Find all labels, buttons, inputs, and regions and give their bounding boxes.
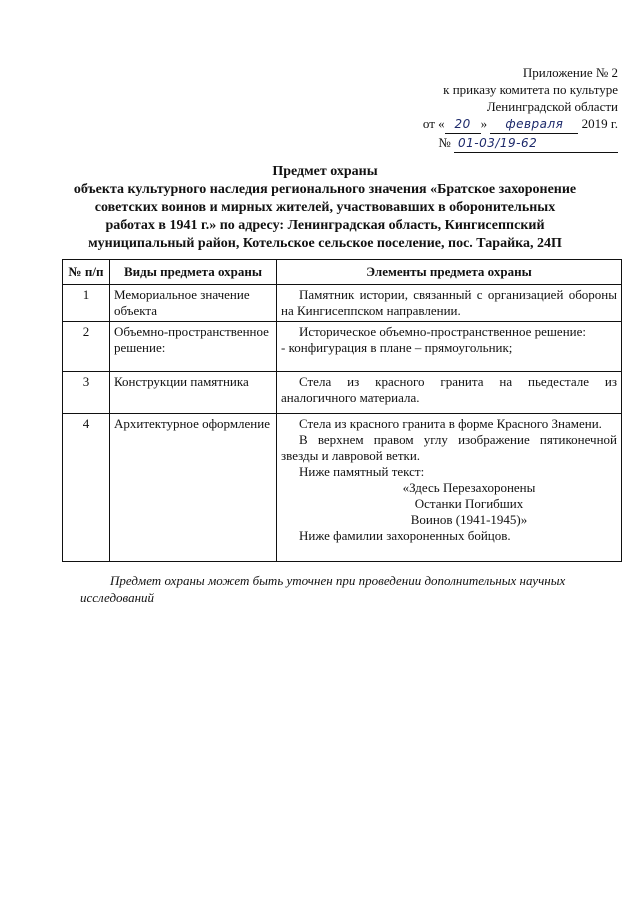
row-elements (277, 322, 622, 372)
date-prefix: от « (422, 116, 445, 131)
title-line-3: советских воинов и мирных жителей, участвовавших в оборонительных (94, 200, 556, 215)
date-year: 2019 г. (581, 116, 618, 131)
table-header-row (63, 260, 622, 285)
element-text: Ниже фамилии захороненных бойцов. (299, 528, 511, 543)
table-row (63, 285, 622, 322)
row-type: Конструкции памятника (110, 372, 277, 414)
element-text: - конфигурация в плане – прямоугольник; (281, 340, 513, 355)
inscription-line: Останки Погибших (414, 496, 524, 511)
row-num: 4 (63, 414, 110, 562)
inscription-line: Воинов (1941-1945)» (410, 512, 528, 527)
number-prefix: № (438, 135, 451, 150)
handwritten-order-number: 01-03/19-62 (454, 135, 618, 153)
handwritten-day: 20 (445, 116, 481, 134)
order-number-line (423, 134, 618, 153)
header-type: Виды предмета охраны (110, 260, 277, 285)
row-num: 1 (63, 285, 110, 322)
document-title (40, 163, 610, 253)
element-text: Стела из красного гранита в форме Красного Знамени. (299, 416, 602, 431)
header-num: № п/п (63, 260, 110, 285)
title-line-4: работах в 1941 г.» по адресу: Ленинградская область, Кингисеппский (105, 218, 545, 233)
header-elements: Элементы предмета охраны (277, 260, 622, 285)
row-type: Архитектурное оформление (110, 414, 277, 562)
date-mid: » (480, 116, 488, 131)
handwritten-month: февраля (490, 116, 578, 134)
appendix-header (423, 64, 618, 153)
title-line-1: Предмет охраны (272, 164, 378, 179)
element-text: Ниже памятный текст: (299, 464, 425, 479)
row-elements (277, 414, 622, 562)
footnote: Предмет охраны может быть уточнен при проведении дополнительных научных исследований (80, 573, 566, 605)
inscription-line: «Здесь Перезахоронены (402, 480, 536, 495)
element-text: В верхнем правом углу изображение пятиконечной звезды и лавровой ветки. (281, 432, 617, 463)
row-num: 2 (63, 322, 110, 372)
title-line-2: объекта культурного наследия регионального значения «Братское захоронение (73, 182, 577, 197)
row-type: Мемориальное значение объекта (110, 285, 277, 322)
element-text: Стела из красного гранита на пьедестале из аналогичного материала. (281, 374, 617, 405)
row-type: Объемно-пространственное решение: (110, 322, 277, 372)
row-num: 3 (63, 372, 110, 414)
table-row (63, 372, 622, 414)
appendix-order-ref: к приказу комитета по культуре (443, 82, 618, 97)
title-line-5: муниципальный район, Котельское сельское поселение, пос. Тарайка, 24П (88, 236, 562, 251)
element-text: Историческое объемно-пространственное решение: (299, 324, 586, 339)
row-elements (277, 372, 622, 414)
element-text: Памятник истории, связанный с организацией обороны на Кингисеппском направлении. (281, 287, 617, 318)
appendix-region: Ленинградской области (486, 99, 618, 114)
table-row (63, 322, 622, 372)
protection-table (62, 259, 622, 562)
row-elements (277, 285, 622, 322)
appendix-number: Приложение № 2 (522, 65, 618, 80)
order-date-line (423, 115, 618, 134)
table-row (63, 414, 622, 562)
